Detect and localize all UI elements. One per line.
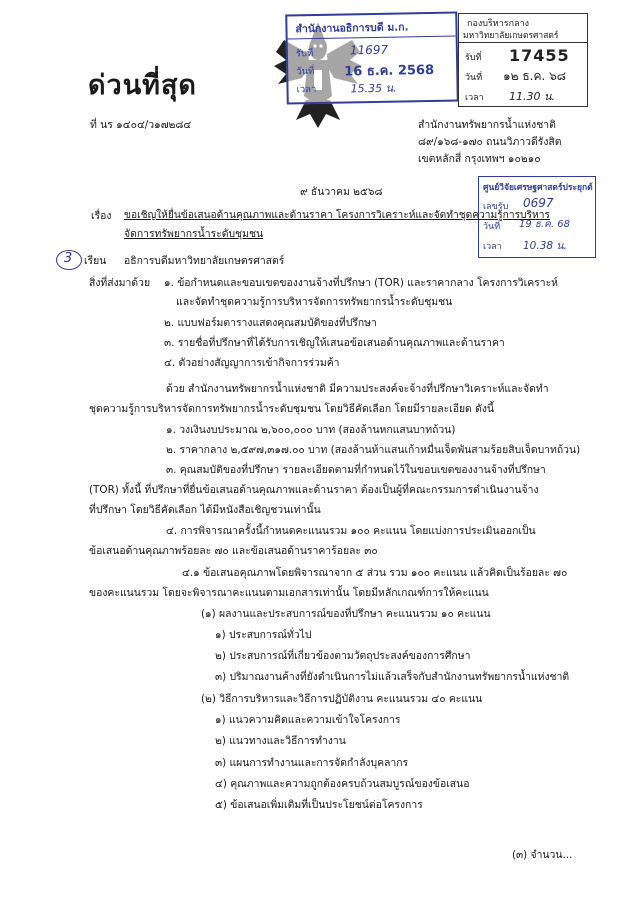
criteria-subitem: ๑) แนวความคิดและความเข้าใจโครงการ <box>215 714 401 726</box>
stamp3-date-label: วันที่ <box>483 222 501 232</box>
scoring-item-line: ๔. การพิจารณาครั้งนี้กำหนดคะแนนรวม ๑๐๐ คะแนน โดยแบ่งการประเมินออกเป็น <box>166 525 536 537</box>
stamp3-no-value: 0697 <box>523 196 554 210</box>
urgency-heading: ด่วนที่สุด <box>88 70 197 101</box>
qualification-item-line: ที่ปรึกษา โดยวิธีคัดเลือก ได้มีหนังสือเชิญชวนเท่านั้น <box>89 504 321 516</box>
stamp-title: สำนักงานอธิการบดี ม.ก. <box>295 21 409 36</box>
reference-price-item: ๒. ราคากลาง ๒,๕๙๗,๓๑๗.๐๐ บาท (สองล้านห้าแสนเก้าหมื่นเจ็ดพันสามร้อยสิบเจ็ดบาทถ้วน) <box>166 444 581 456</box>
stamp-time-label: เวลา <box>296 83 317 96</box>
criteria-subitem: ๒) แนวทางและวิธีการทำงาน <box>215 735 346 747</box>
document-number: ที่ นร ๑๔๐๔/ว๑๗๒๘๔ <box>90 119 192 131</box>
enclosure-item: ๓. รายชื่อที่ปรึกษาที่ได้รับการเชิญให้เสนอข้อเสนอด้านคุณภาพและด้านราคา <box>164 337 505 349</box>
criteria-heading: (๒) วิธีการบริหารและวิธีการปฏิบัติงาน คะแนนรวม ๔๐ คะแนน <box>201 693 483 705</box>
stamp2-title-line1: กองบริหารกลาง <box>467 19 530 29</box>
qualification-item-line: ๓. คุณสมบัติของที่ปรึกษา รายละเอียดตามที่กำหนดไว้ในขอบเขตของงานจ้างที่ปรึกษา <box>166 464 546 476</box>
stamp-date-label: วันที่ <box>296 66 315 78</box>
body-paragraph-line: ชุดความรู้การบริหารจัดการทรัพยากรน้ำระดับชุมชน โดยวิธีคัดเลือก โดยมีรายละเอียด ดังนี้ <box>89 403 495 415</box>
budget-item: ๑. วงเงินงบประมาณ ๒,๖๐๐,๐๐๐ บาท (สองล้านหกแสนบาทถ้วน) <box>166 424 456 436</box>
routing-mark-number: 3 <box>64 251 73 266</box>
stamp2-title-line2: มหาวิทยาลัยเกษตรศาสตร์ <box>463 31 559 41</box>
qualification-item-line: (TOR) ทั้งนี้ ที่ปรึกษาที่ยื่นข้อเสนอด้านคุณภาพและด้านราคา ต้องเป็นผู้ที่คณะกรรมการดำเนินงานจ้าง <box>89 484 539 496</box>
stamp-time-value: 15.35 น. <box>350 81 397 96</box>
subject-label: เรื่อง <box>91 210 112 222</box>
criteria-subitem: ๒) ประสบการณ์ที่เกี่ยวข้องตามวัตถุประสงค์ของการศึกษา <box>215 650 471 662</box>
stamp2-no-label: รับที่ <box>465 53 482 63</box>
receipt-stamp-central-division <box>458 13 588 107</box>
recipient-label: เรียน <box>84 255 107 267</box>
stamp-date-value: 16 ธ.ค. 2568 <box>344 62 435 80</box>
stamp3-time-label: เวลา <box>483 242 502 252</box>
stamp2-date-value: ๑๒ ธ.ค. ๖๘ <box>503 69 567 83</box>
criteria-subitem: ๑) ประสบการณ์ทั่วไป <box>215 629 312 641</box>
criteria-subitem: ๓) แผนการทำงานและการจัดกำลังบุคลากร <box>215 757 409 769</box>
stamp3-date-value: 19 ธ.ค. 68 <box>519 219 570 230</box>
enclosure-item: และจัดทำชุดความรู้การบริหารจัดการทรัพยากรน้ำระดับชุมชน <box>176 296 453 308</box>
stamp-no-value: 11697 <box>349 42 389 58</box>
enclosure-item: ๒. แบบฟอร์มตารางแสดงคุณสมบัติของที่ปรึกษา <box>164 317 377 329</box>
stamp2-date-label: วันที่ <box>465 73 483 83</box>
org-address-line2: เขตหลักสี่ กรุงเทพฯ ๑๐๒๑๐ <box>418 153 541 165</box>
stamp3-no-label: เลขรับ <box>483 202 509 212</box>
stamp-no-label: รับที่ <box>295 48 314 60</box>
stamp3-title: ศูนย์วิจัยเศรษฐศาสตร์ประยุกต์ <box>483 183 593 193</box>
stamp2-time-label: เวลา <box>465 93 484 103</box>
stamp2-time-value: 11.30 น. <box>509 90 556 103</box>
criteria-subitem: ๔) คุณภาพและความถูกต้องครบถ้วนสมบูรณ์ของข้อเสนอ <box>215 778 470 790</box>
criteria-subitem: ๓) ปริมาณงานค้างที่ยังดำเนินการไม่แล้วเสร็จกับสำนักงานทรัพยากรน้ำแห่งชาติ <box>215 671 570 683</box>
body-paragraph-line: ด้วย สำนักงานทรัพยากรน้ำแห่งชาติ มีความประสงค์จะจ้างที่ปรึกษาวิเคราะห์และจัดทำ <box>166 383 549 395</box>
enclosures-label: สิ่งที่ส่งมาด้วย <box>89 277 151 289</box>
scoring-item-line: ข้อเสนอด้านคุณภาพร้อยละ ๗๐ และข้อเสนอด้านราคาร้อยละ ๓๐ <box>89 545 378 557</box>
stamp2-no-value: 17455 <box>509 46 570 65</box>
subject-line2: จัดการทรัพยากรน้ำระดับชุมชน <box>124 228 264 240</box>
org-name: สำนักงานทรัพยากรน้ำแห่งชาติ <box>418 119 556 131</box>
routing-mark-circle <box>56 250 82 270</box>
criteria-subitem: ๕) ข้อเสนอเพิ่มเติมที่เป็นประโยชน์ต่อโครงการ <box>215 799 423 811</box>
receipt-stamp-office-president <box>285 12 459 105</box>
quality-criteria-line: ๔.๑ ข้อเสนอคุณภาพโดยพิจารณาจาก ๕ ส่วน รวม ๑๐๐ คะแนน แล้วคิดเป็นร้อยละ ๗๐ <box>182 567 568 579</box>
recipient-value: อธิการบดีมหาวิทยาลัยเกษตรศาสตร์ <box>124 255 285 267</box>
quality-criteria-line: ของคะแนนรวม โดยจะพิจารณาคะแนนตามเอกสารเท่านั้น โดยมีหลักเกณฑ์การให้คะแนน <box>89 587 489 599</box>
criteria-heading: (๑) ผลงานและประสบการณ์ของที่ปรึกษา คะแนนรวม ๑๐ คะแนน <box>201 608 491 620</box>
stamp3-time-value: 10.38 น. <box>523 240 567 252</box>
org-address-line1: ๘๙/๑๖๘-๑๗๐ ถนนวิภาวดีรังสิต <box>418 136 562 148</box>
enclosure-item: ๔. ตัวอย่างสัญญาการเข้ากิจการร่วมค้า <box>164 357 340 369</box>
enclosure-item: ๑. ข้อกำหนดและขอบเขตของงานจ้างที่ปรึกษา (TOR) และราคากลาง โครงการวิเคราะห์ <box>164 277 559 289</box>
document-date: ๙ ธันวาคม ๒๕๖๘ <box>300 186 383 198</box>
continuation-marker: (๓) จำนวน... <box>512 849 573 861</box>
subject-line1: ขอเชิญให้ยื่นข้อเสนอด้านคุณภาพและด้านราคา โครงการวิเคราะห์และจัดทำชุดความรู้การบริหาร <box>124 210 550 221</box>
